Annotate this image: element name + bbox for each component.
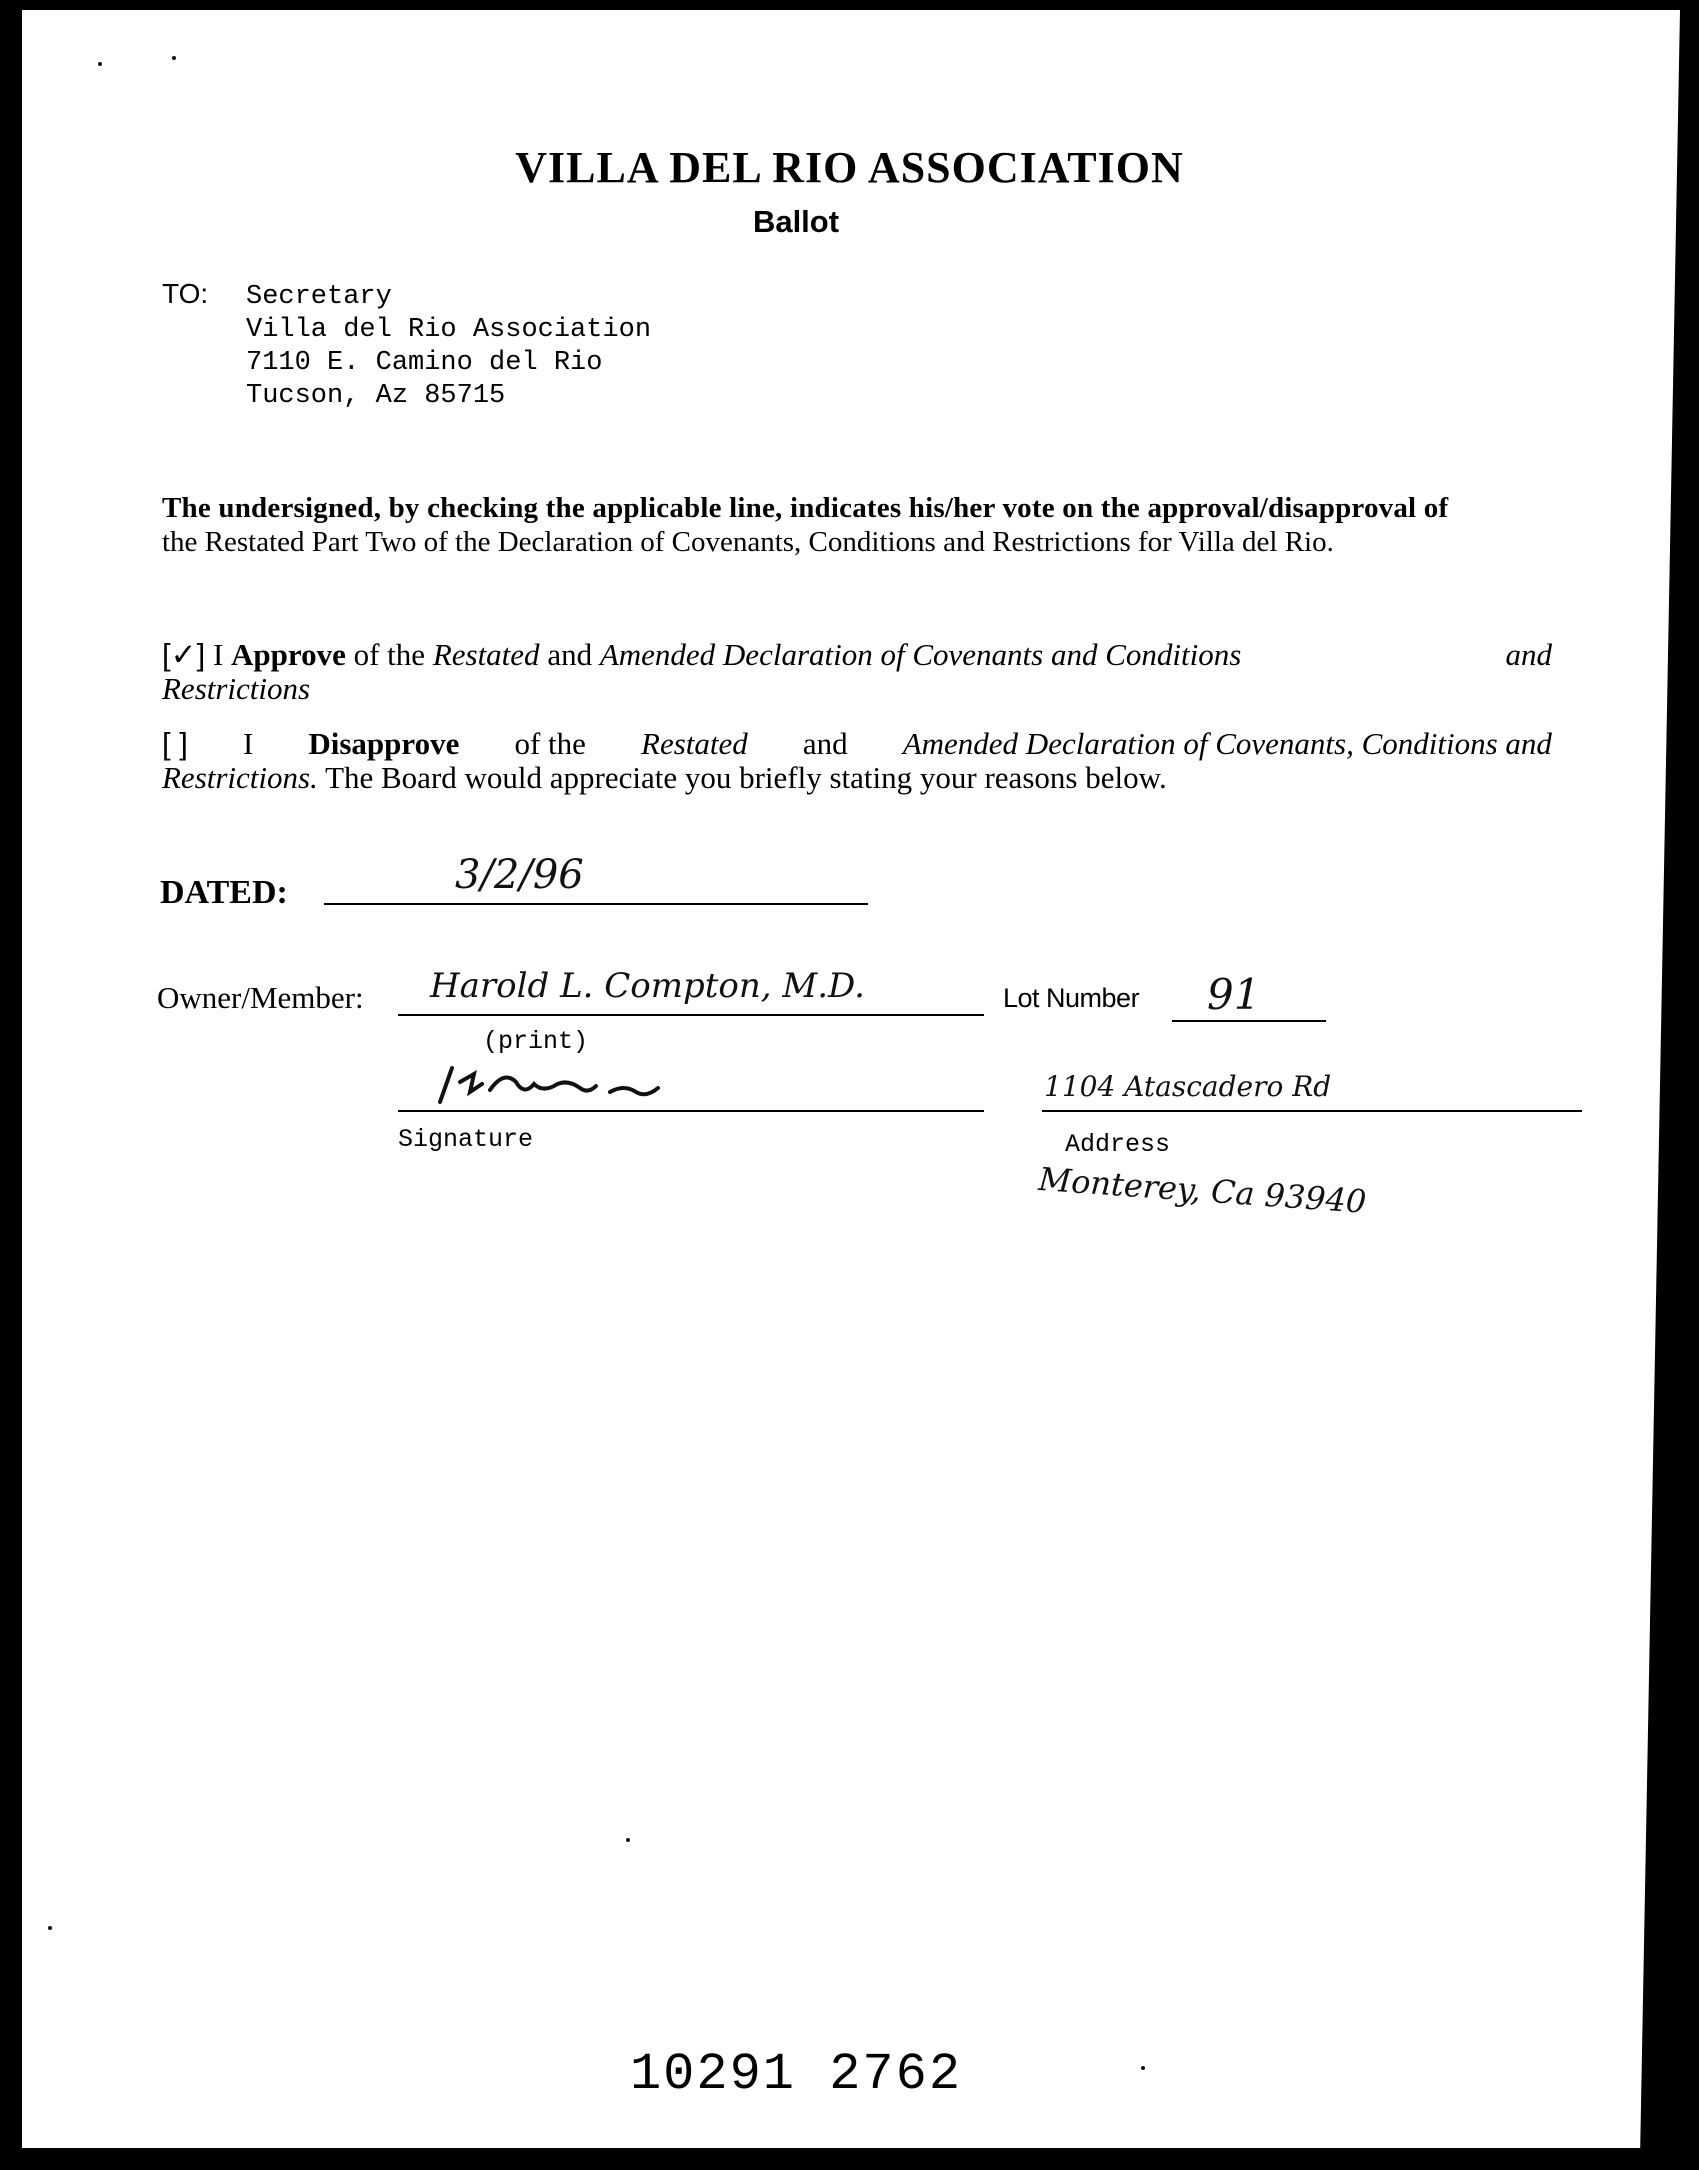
owner-member-line bbox=[398, 1014, 984, 1016]
owner-member-value[interactable]: Harold L. Compton, M.D. bbox=[430, 966, 865, 1006]
addressee-line: Tucson, Az 85715 bbox=[246, 381, 506, 411]
address-line bbox=[1042, 1110, 1582, 1112]
approve-and-right: and bbox=[1505, 637, 1552, 672]
approve-amended: Amended Declaration of Covenants and Conditions bbox=[599, 637, 1242, 672]
dated-label: DATED: bbox=[160, 874, 288, 911]
disapprove-of-the: of the bbox=[514, 726, 586, 761]
disapprove-lead: I bbox=[242, 726, 254, 761]
intro-line: The undersigned, by checking the applicable line, indicates his/her vote on the approval/disapproval of bbox=[162, 492, 1449, 524]
scan-speck bbox=[48, 1926, 52, 1930]
disapprove-verb: Disapprove bbox=[308, 726, 460, 761]
document-subtitle: Ballot bbox=[752, 204, 840, 239]
approve-and: and bbox=[547, 637, 593, 672]
dated-value[interactable]: 3/2/96 bbox=[455, 852, 584, 898]
approve-lead: I bbox=[212, 637, 224, 672]
lot-number-label: Lot Number bbox=[1003, 983, 1140, 1013]
approve-restated: Restated bbox=[432, 637, 540, 672]
address-line1-value[interactable]: 1104 Atascadero Rd bbox=[1044, 1070, 1332, 1103]
intro-paragraph bbox=[162, 491, 1582, 559]
signature-scribble bbox=[430, 1062, 690, 1114]
scan-speck bbox=[98, 62, 102, 66]
approve-option bbox=[162, 638, 1562, 706]
disapprove-option bbox=[162, 727, 1562, 795]
to-label: TO: bbox=[162, 278, 209, 309]
disapprove-amended: Amended Declaration of Covenants, Conditions and bbox=[902, 726, 1552, 761]
approve-checkbox[interactable]: [✓] bbox=[162, 637, 206, 672]
address-line2-value[interactable]: Monterey, Ca 93940 bbox=[1037, 1160, 1368, 1221]
address-label: Address bbox=[1065, 1130, 1171, 1159]
owner-member-label: Owner/Member: bbox=[157, 980, 364, 1015]
lot-number-value[interactable]: 91 bbox=[1207, 970, 1261, 1019]
addressee-line: 7110 E. Camino del Rio bbox=[246, 348, 603, 378]
approve-of-the: of the bbox=[353, 637, 426, 672]
approve-verb: Approve bbox=[231, 637, 346, 672]
disapprove-and: and bbox=[802, 726, 848, 761]
disapprove-note: The Board would appreciate you briefly stating your reasons below. bbox=[325, 760, 1167, 795]
intro-line: the Restated Part Two of the Declaration of Covenants, Conditions and Restrictions for Villa del Rio. bbox=[162, 526, 1334, 558]
scan-speck bbox=[626, 1838, 630, 1842]
document-number: 10291 2762 bbox=[629, 2045, 963, 2104]
addressee-line: Villa del Rio Association bbox=[246, 315, 652, 345]
disapprove-restrictions: Restrictions. bbox=[162, 760, 318, 795]
signature-label: Signature bbox=[398, 1125, 534, 1154]
lot-number-line bbox=[1172, 1020, 1326, 1022]
dated-line bbox=[324, 903, 868, 905]
approve-restrictions: Restrictions bbox=[162, 671, 311, 706]
print-label: (print) bbox=[483, 1027, 589, 1056]
addressee-line: Secretary bbox=[246, 282, 392, 312]
disapprove-restated: Restated bbox=[641, 726, 748, 761]
scan-speck bbox=[172, 56, 176, 60]
document-title: VILLA DEL RIO ASSOCIATION bbox=[515, 143, 1184, 192]
disapprove-checkbox[interactable]: [ ] bbox=[162, 726, 188, 761]
